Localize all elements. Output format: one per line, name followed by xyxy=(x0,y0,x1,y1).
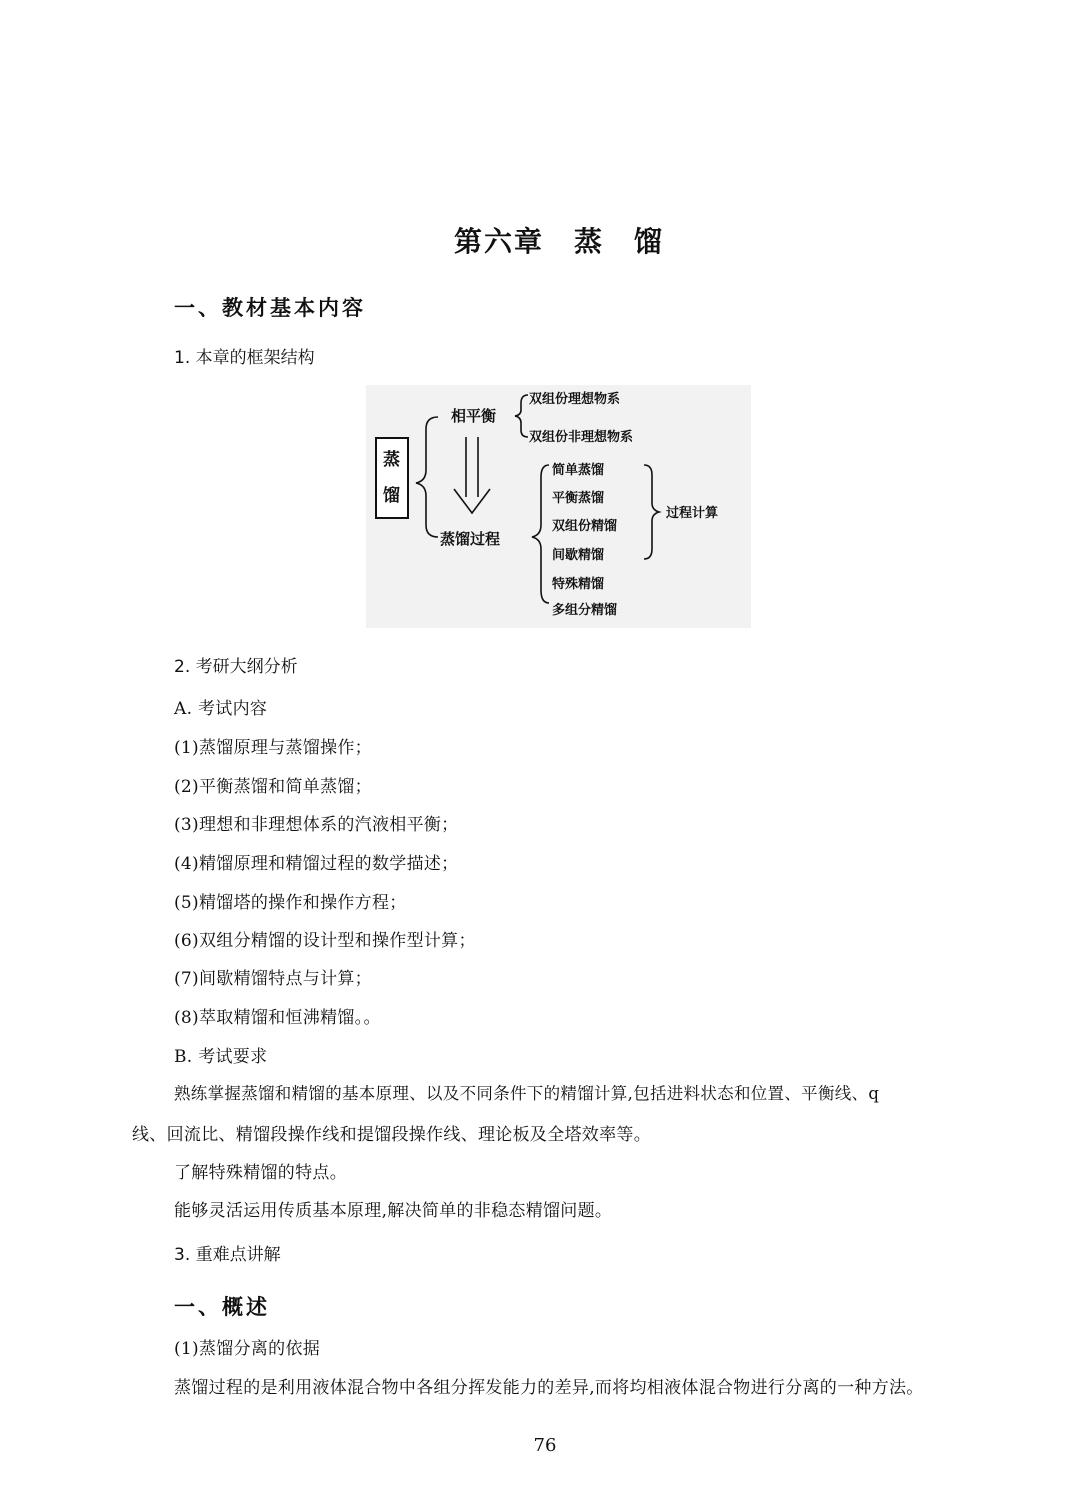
exam-item: (6)双组分精馏的设计型和操作型计算； xyxy=(174,931,476,951)
chapter-framework-diagram xyxy=(366,385,751,628)
equilibrium-brace xyxy=(515,395,528,437)
item-syllabus-analysis: 2. 考研大纲分析 xyxy=(174,657,298,677)
process-item: 双组份精馏 xyxy=(552,519,618,534)
item-key-points: 3. 重难点讲解 xyxy=(174,1245,281,1265)
calc-brace xyxy=(644,465,659,559)
root-char-2: 馏 xyxy=(383,486,400,506)
body-paragraph: 蒸馏过程的是利用液体混合物中各组分挥发能力的差异,而将均相液体混合物进行分离的一种方法。 xyxy=(174,1378,924,1398)
exam-item: (2)平衡蒸馏和简单蒸馏； xyxy=(174,777,372,797)
chapter-title: 第六章 蒸 馏 xyxy=(453,225,664,258)
root-brace xyxy=(416,417,438,537)
part-a-heading: A. 考试内容 xyxy=(174,699,268,719)
exam-item: (3)理想和非理想体系的汽液相平衡； xyxy=(174,815,459,835)
exam-item: (8)萃取精馏和恒沸精馏。。 xyxy=(174,1008,381,1028)
exam-item: (5)精馏塔的操作和操作方程； xyxy=(174,893,407,913)
exam-item: (4)精馏原理和精馏过程的数学描述； xyxy=(174,854,459,874)
section-heading-textbook-content: 一、教材基本内容 xyxy=(174,296,366,320)
root-char-1: 蒸 xyxy=(383,450,400,470)
process-item: 间歇精馏 xyxy=(552,548,605,563)
process-item: 简单蒸馏 xyxy=(552,463,605,478)
section-heading-overview: 一、概述 xyxy=(174,1295,270,1319)
requirement-special-distillation: 了解特殊精馏的特点。 xyxy=(174,1163,347,1183)
calc-label: 过程计算 xyxy=(666,506,719,521)
requirement-paragraph-line2: 线、回流比、精馏段操作线和提馏段操作线、理论板及全塔效率等。 xyxy=(132,1125,651,1145)
requirement-mass-transfer: 能够灵活运用传质基本原理,解决简单的非稳态精馏问题。 xyxy=(174,1201,613,1221)
branch-process: 蒸馏过程 xyxy=(440,530,501,548)
page-number: 76 xyxy=(533,1435,557,1456)
process-item: 特殊精馏 xyxy=(552,577,605,592)
item-framework-structure: 1. 本章的框架结构 xyxy=(174,348,315,368)
process-item: 多组分精馏 xyxy=(552,603,618,618)
process-item: 平衡蒸馏 xyxy=(552,491,605,506)
root-box xyxy=(375,437,409,519)
process-brace xyxy=(532,465,549,603)
requirement-paragraph-line1: 熟练掌握蒸馏和精馏的基本原理、以及不同条件下的精馏计算,包括进料状态和位置、平衡线、q xyxy=(174,1084,880,1103)
arrow-head xyxy=(454,489,490,513)
branch-equilibrium: 相平衡 xyxy=(451,407,497,425)
exam-item: (7)间歇精馏特点与计算； xyxy=(174,969,372,989)
subheading-separation-basis: (1)蒸馏分离的依据 xyxy=(174,1339,321,1359)
equilibrium-item-ideal: 双组份理想物系 xyxy=(529,392,621,407)
exam-item: (1)蒸馏原理与蒸馏操作； xyxy=(174,738,372,758)
equilibrium-item-nonideal: 双组份非理想物系 xyxy=(529,430,634,445)
part-b-heading: B. 考试要求 xyxy=(174,1047,268,1067)
